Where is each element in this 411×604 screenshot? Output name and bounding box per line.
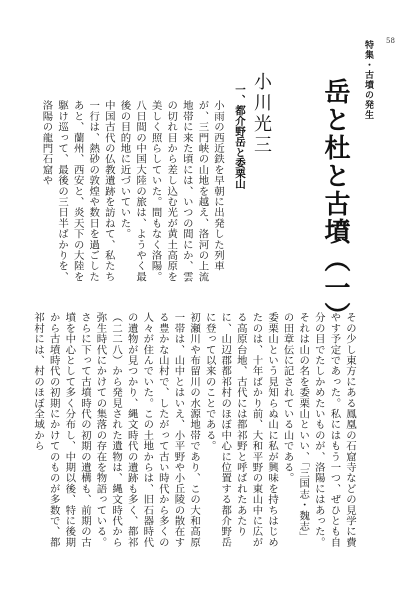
section-heading: 一、都介野岳と委栗山 bbox=[234, 84, 246, 189]
body-paragraph: さらに下って古墳時代の初期の遺構も、前期の古墳を中心として多く分布し、中期以後、特に後期から古墳時代の初期にかけてのものが多数で、都祁村には、村のほぼ全域から bbox=[32, 312, 91, 548]
body-paragraph: 小雨の西近鉄を早朝に出発した列車が、三門峡の山地を越え、洛河の上流地帯に来た頃には、いつの間にか、雲の切れ目から差し込む光が黄土高原を美しく照らしていた。間もなく洛陽。八日間の中国大陸の旅は、ようやく最後の目的地に近づいていた。 bbox=[118, 100, 224, 282]
page-number: 58 bbox=[386, 37, 395, 45]
body-paragraph: その少し東方にある鳳凰の石窟寺などの見学に費やす予定であった。私にはもう一つ、ぜひとも自分の目でたしかめたいものが、洛陽にはあった。それは山の名を委栗山といい、「三国志・魏志」の田章伝に記されている山である。 bbox=[281, 312, 356, 548]
author-name: 小川光三 bbox=[251, 72, 272, 156]
body-paragraph: 初瀬川や布留川の水源地帯であり、この大和高原一帯は、山中とはいえ、小平野や小丘陵の散在する豊かな山村で、したがって古い時代から多くの人々が住んでいた。この土地からは、旧石器時代の遺物が見つかり、縄文時代の遺跡も多く、都祁（二二八）から発見された遺物は、縄文時代から弥生時代にかけての集落の存在を物語っている。 bbox=[94, 312, 201, 548]
top-text-block bbox=[40, 100, 225, 292]
bottom-text-block bbox=[32, 312, 357, 548]
series-label: 特集・古墳の発生 bbox=[363, 40, 373, 120]
body-paragraph: 委栗山という見知らぬ山に私が興味を持ちはじめたのは、十年ばかり前、大和平野の東山中に広がる高原台地、古代には都祁野と呼ばれたあたりに、山辺郡都祁村のほぼ中心に位置する都介野岳に登って以来のことである。 bbox=[203, 312, 279, 548]
body-paragraph: 中国古代の仏教遺跡を訪ねて、私たち一行は、熱砂の敦煌や数日を過ごしたあと、蘭州、西安と、炎天下の大陸を駆け巡って、最後の三日半ばかりを、洛陽の龍門石窟や bbox=[40, 100, 115, 282]
article-title: 岳と杜と古墳（一） bbox=[320, 78, 350, 330]
